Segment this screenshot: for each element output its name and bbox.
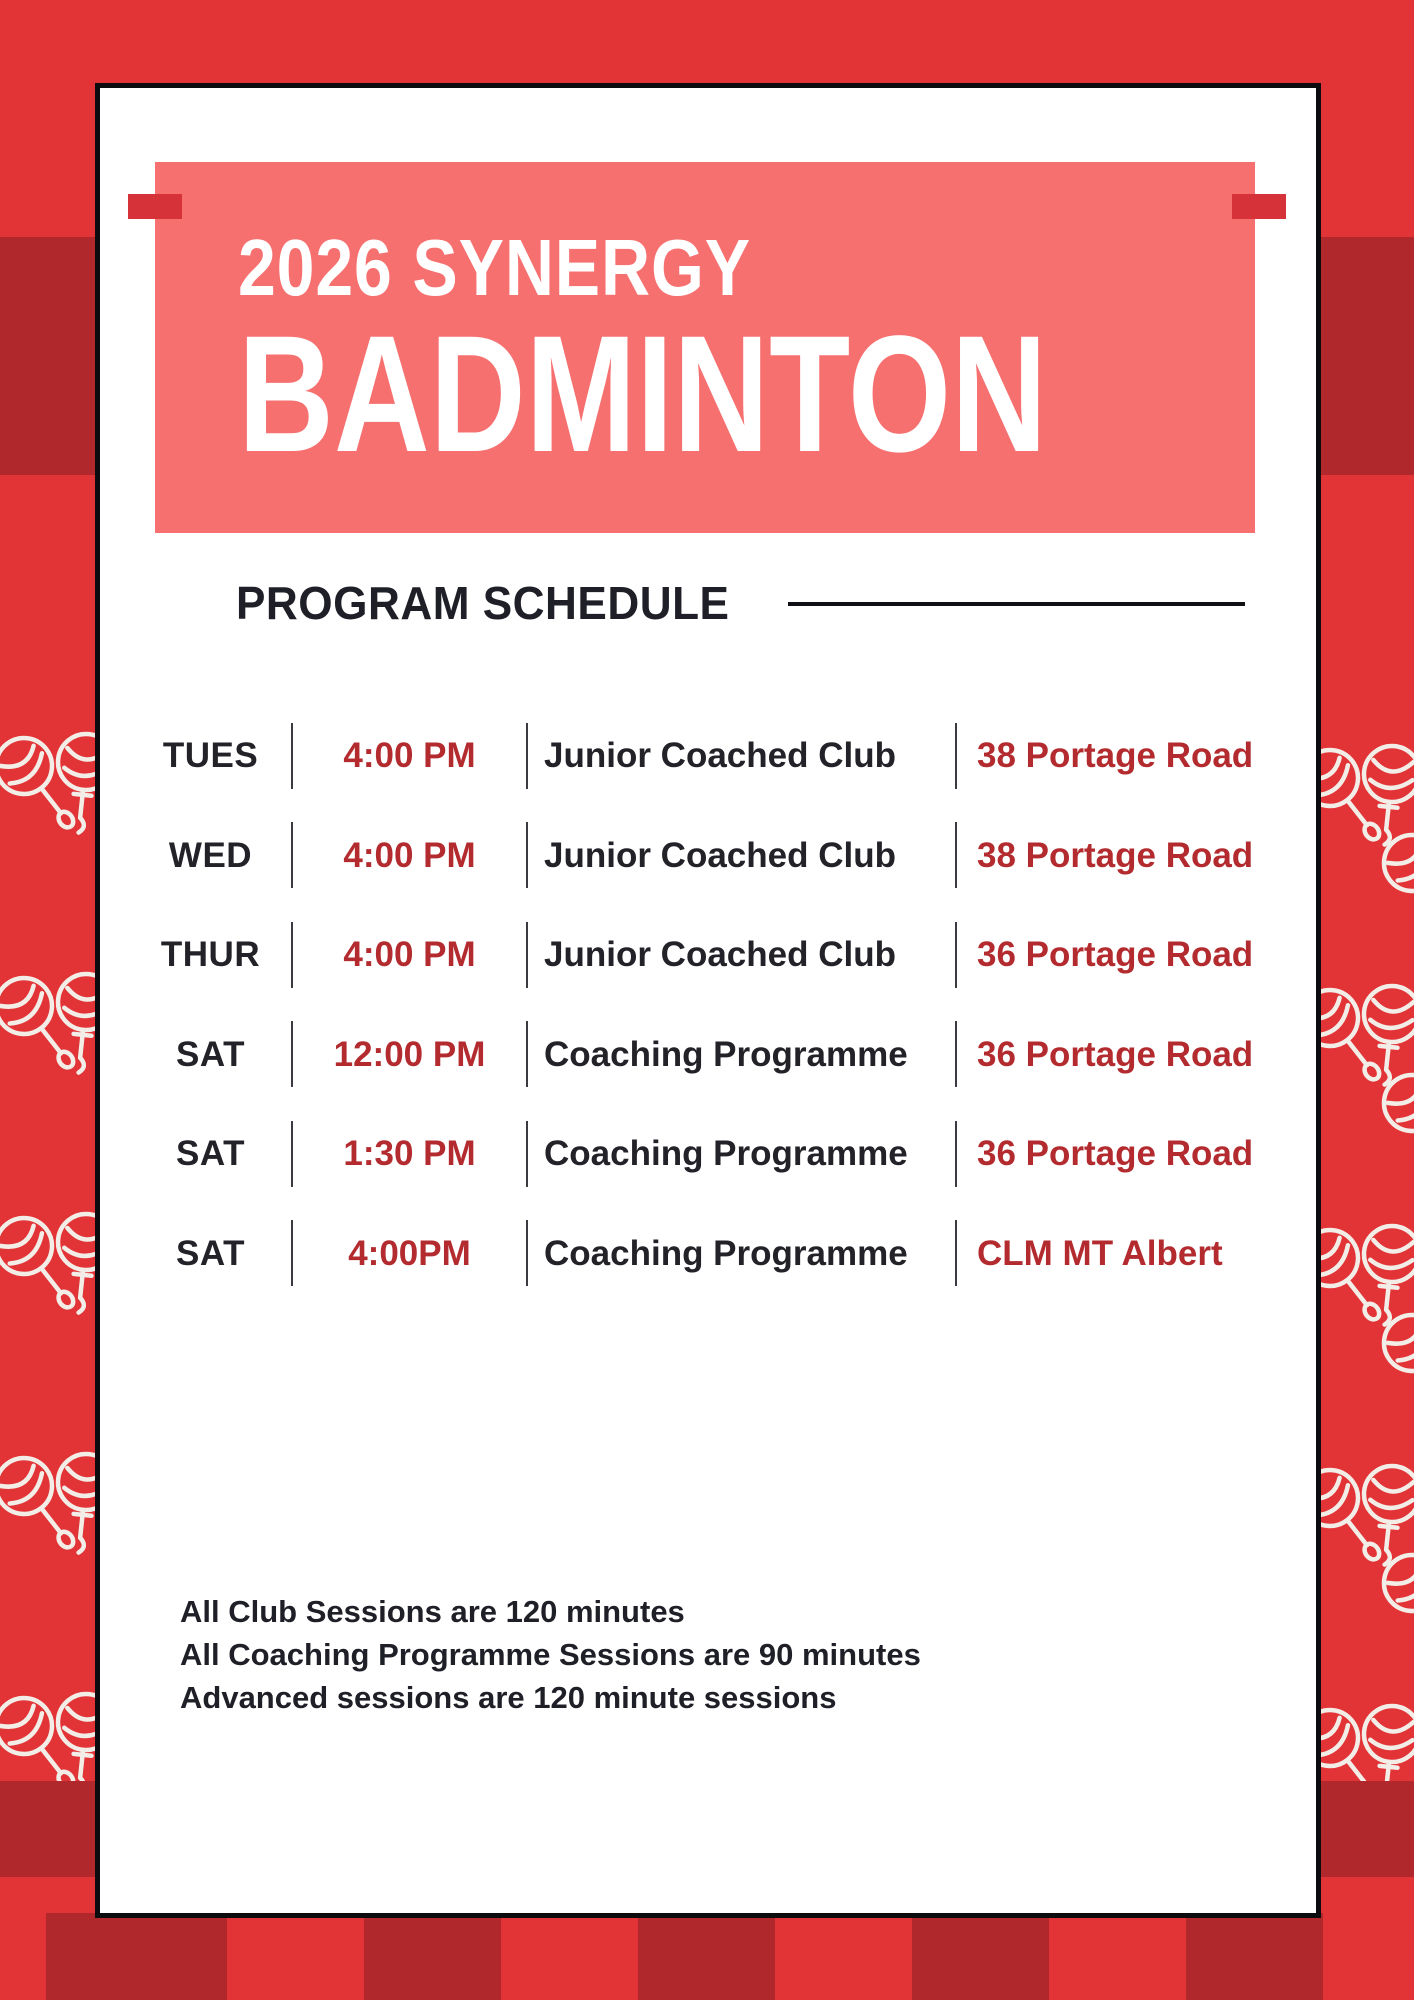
schedule-row (130, 905, 1294, 1005)
note-line: Advanced sessions are 120 minute sessions (180, 1680, 837, 1715)
row-time: 4:00 PM (343, 935, 476, 975)
row-time: 4:00 PM (343, 835, 476, 875)
row-location: 36 Portage Road (977, 1134, 1254, 1174)
row-location: 38 Portage Road (977, 736, 1254, 776)
title-banner (155, 162, 1255, 533)
row-program: Coaching Programme (544, 1134, 908, 1174)
row-day: TUES (162, 736, 259, 776)
banner-kicker: 2026 SYNERGY (238, 223, 751, 312)
note-line: All Club Sessions are 120 minutes (180, 1594, 685, 1629)
row-location: 36 Portage Road (977, 1034, 1254, 1074)
banner-left-tab (128, 194, 182, 219)
row-program: Junior Coached Club (544, 835, 896, 875)
background-bottom-stripes (0, 1913, 1414, 2000)
row-day: SAT (176, 1034, 245, 1074)
row-location: CLM MT Albert (977, 1233, 1223, 1273)
section-title: PROGRAM SCHEDULE (236, 577, 730, 629)
row-time: 4:00 PM (343, 736, 476, 776)
row-day: SAT (176, 1233, 245, 1273)
row-program: Junior Coached Club (544, 736, 896, 776)
schedule-row (130, 1204, 1294, 1304)
schedule-table (130, 706, 1294, 1303)
row-day: WED (168, 835, 253, 875)
row-day: SAT (176, 1134, 245, 1174)
badminton-racket-icon (1374, 825, 1414, 955)
schedule-row (130, 1104, 1294, 1204)
row-location: 36 Portage Road (977, 935, 1254, 975)
section-title-rule (788, 602, 1245, 606)
row-time: 4:00PM (348, 1233, 471, 1273)
banner-right-tab (1232, 194, 1286, 219)
schedule-row (130, 806, 1294, 906)
row-program: Coaching Programme (544, 1034, 908, 1074)
badminton-racket-icon (1374, 1305, 1414, 1435)
row-time: 12:00 PM (333, 1034, 486, 1074)
row-day: THUR (160, 935, 261, 975)
note-line: All Coaching Programme Sessions are 90 minutes (180, 1637, 921, 1672)
schedule-row (130, 1005, 1294, 1105)
row-program: Junior Coached Club (544, 935, 896, 975)
badminton-racket-icon (1374, 1065, 1414, 1195)
banner-title: BADMINTON (238, 302, 1048, 487)
row-time: 1:30 PM (343, 1134, 476, 1174)
schedule-row (130, 706, 1294, 806)
row-location: 38 Portage Road (977, 835, 1254, 875)
session-notes (180, 1590, 921, 1719)
schedule-card (95, 83, 1321, 1918)
row-program: Coaching Programme (544, 1233, 908, 1273)
badminton-racket-icon (1374, 1545, 1414, 1675)
